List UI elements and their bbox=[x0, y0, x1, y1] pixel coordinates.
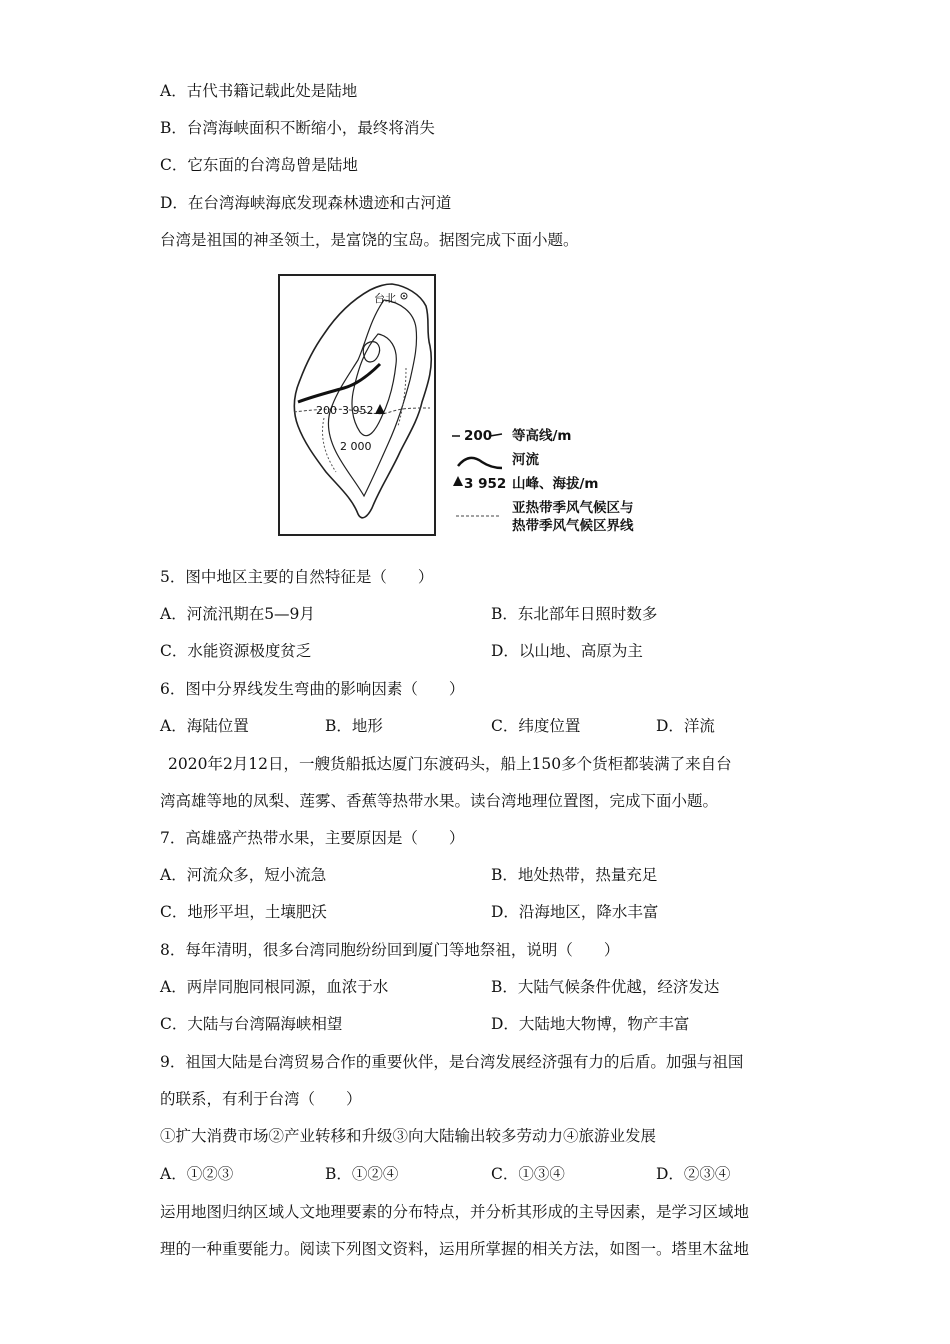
contour-2000-label: 2 000 bbox=[340, 440, 372, 453]
intro-tarim-line-1: 运用地图归纳区域人文地理要素的分布特点，并分析其形成的主导因素，是学习区域地 bbox=[160, 1203, 750, 1221]
q7-option-d: D．沿海地区，降水丰富 bbox=[491, 903, 659, 921]
q8-option-a: A．两岸同胞同根同源，血浓于水 bbox=[160, 978, 389, 996]
q9-option-d: D．②③④ bbox=[656, 1165, 731, 1183]
q9-option-b: B．①②④ bbox=[325, 1165, 399, 1183]
contour-200 bbox=[329, 300, 417, 496]
legend-boundary-text-1: 亚热带季风气候区与 bbox=[512, 500, 634, 516]
q9-stem-line-1: 9．祖国大陆是台湾贸易合作的重要伙伴，是台湾发展经济强有力的后盾。加强与祖国 bbox=[160, 1053, 744, 1071]
intro-taiwan: 台湾是祖国的神圣领土，是富饶的宝岛。据图完成下面小题。 bbox=[160, 231, 579, 249]
taiwan-map-svg bbox=[280, 276, 434, 534]
legend-peak-value: 3 952 bbox=[464, 476, 507, 492]
q5-option-a: A．河流汛期在5—9月 bbox=[160, 605, 315, 623]
q8-option-b: B．大陆气候条件优越，经济发达 bbox=[491, 978, 720, 996]
legend-contour-value: 200 bbox=[464, 428, 493, 444]
q4-option-d: D．在台湾海峡海底发现森林遗迹和古河道 bbox=[160, 194, 452, 212]
q4-option-a: A．古代书籍记载此处是陆地 bbox=[160, 82, 358, 100]
peak-symbol bbox=[375, 404, 385, 414]
q9-option-c: C．①③④ bbox=[491, 1165, 565, 1183]
contour-2000 bbox=[352, 334, 396, 436]
taiwan-map bbox=[278, 274, 436, 536]
q6-stem: 6．图中分界线发生弯曲的影响因素（ ） bbox=[160, 680, 465, 698]
q6-option-c: C．纬度位置 bbox=[491, 717, 581, 735]
intro-fruit-line-2: 湾高雄等地的凤梨、莲雾、香蕉等热带水果。读台湾地理位置图，完成下面小题。 bbox=[160, 792, 719, 810]
contour-200-label: 200 bbox=[316, 404, 337, 417]
q8-option-c: C．大陆与台湾隔海峡相望 bbox=[160, 1015, 343, 1033]
taipei-label: 台北 bbox=[374, 292, 396, 305]
q7-stem: 7．高雄盛产热带水果，主要原因是（ ） bbox=[160, 829, 465, 847]
island-outline bbox=[294, 284, 431, 518]
intro-fruit-line-1: 2020年2月12日，一艘货船抵达厦门东渡码头，船上150多个货柜都装满了来自台 bbox=[168, 755, 732, 773]
q8-option-d: D．大陆地大物博，物产丰富 bbox=[491, 1015, 690, 1033]
legend-boundary-text-2: 热带季风气候区界线 bbox=[512, 518, 634, 534]
legend-peak-symbol bbox=[453, 476, 463, 486]
q5-option-c: C．水能资源极度贫乏 bbox=[160, 642, 312, 660]
q5-stem: 5．图中地区主要的自然特征是（ ） bbox=[160, 568, 434, 586]
q9-option-a: A．①②③ bbox=[160, 1165, 234, 1183]
q4-option-b: B．台湾海峡面积不断缩小，最终将消失 bbox=[160, 119, 435, 137]
legend-peak-text: 山峰、海拔/m bbox=[512, 476, 599, 492]
map-legend bbox=[452, 424, 682, 544]
legend-river-symbol bbox=[458, 458, 502, 468]
q7-option-a: A．河流众多，短小流急 bbox=[160, 866, 327, 884]
q6-option-b: B．地形 bbox=[325, 717, 383, 735]
q6-option-d: D．洋流 bbox=[656, 717, 715, 735]
intro-tarim-line-2: 理的一种重要能力。阅读下列图文资料，运用所掌握的相关方法，如图一。塔里木盆地 bbox=[160, 1240, 750, 1258]
q7-option-b: B．地处热带，热量充足 bbox=[491, 866, 658, 884]
peak-height-label: 3 952 bbox=[342, 404, 374, 417]
legend-contour-text: 等高线/m bbox=[512, 428, 572, 444]
river bbox=[298, 364, 380, 402]
q4-option-c: C．它东面的台湾岛曾是陆地 bbox=[160, 156, 358, 174]
q7-option-c: C．地形平坦，土壤肥沃 bbox=[160, 903, 327, 921]
legend-river-text: 河流 bbox=[512, 452, 539, 468]
q9-stem-line-2: 的联系，有利于台湾（ ） bbox=[160, 1090, 362, 1108]
q5-option-b: B．东北部年日照时数多 bbox=[491, 605, 658, 623]
q9-items: ①扩大消费市场②产业转移和升级③向大陆输出较多劳动力④旅游业发展 bbox=[160, 1127, 657, 1145]
q6-option-a: A．海陆位置 bbox=[160, 717, 249, 735]
q5-option-d: D．以山地、高原为主 bbox=[491, 642, 643, 660]
q8-stem: 8．每年清明，很多台湾同胞纷纷回到厦门等地祭祖，说明（ ） bbox=[160, 941, 620, 959]
